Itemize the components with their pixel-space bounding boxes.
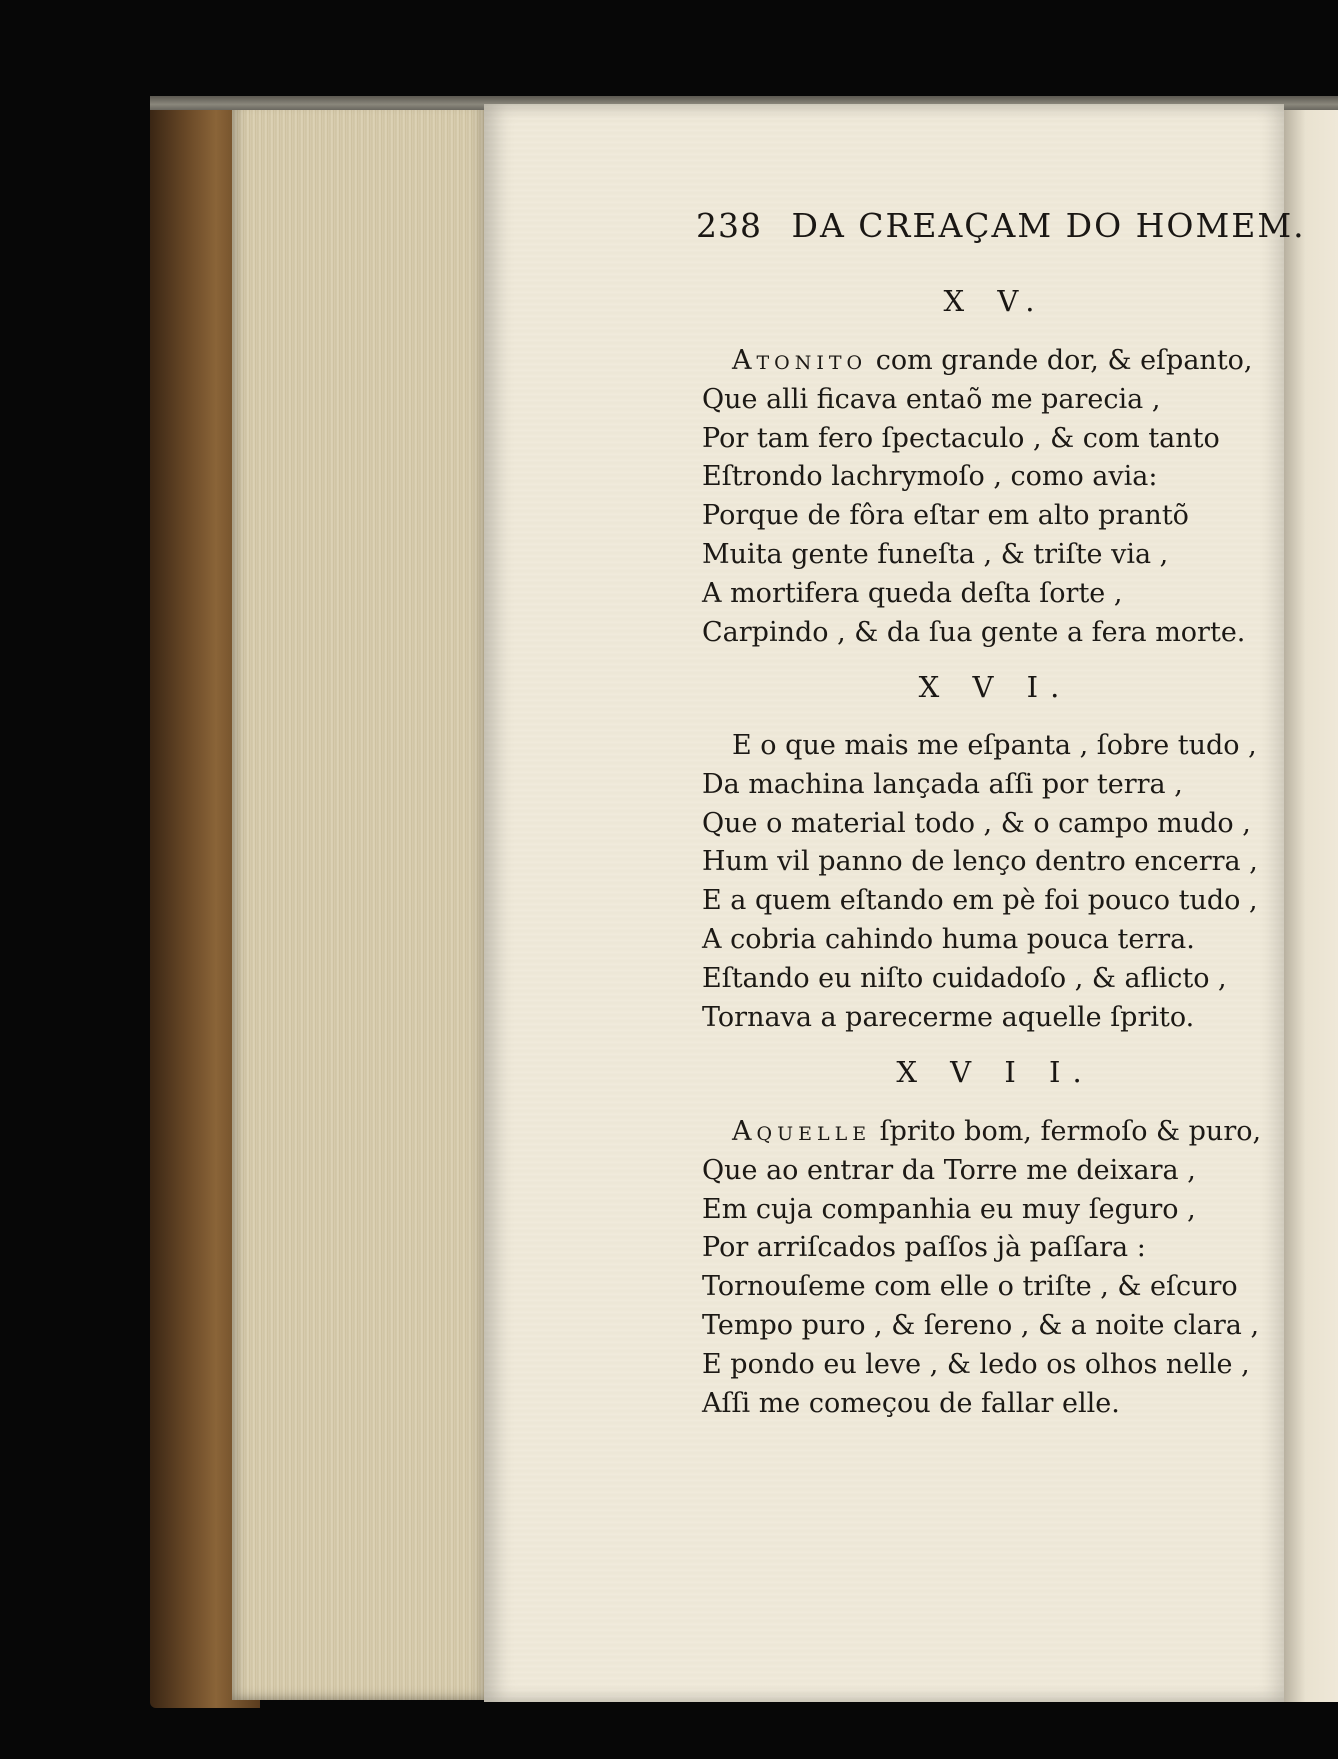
- verse-line: Que alli ficava entaõ me parecia ,: [702, 383, 1161, 415]
- stanza: [702, 727, 1262, 1037]
- stanza: [702, 342, 1262, 652]
- verse-line: Hum vil panno de lenço dentro encerra ,: [702, 846, 1258, 878]
- stanza-numeral: X V I I.: [896, 1055, 1094, 1089]
- verse-line: Que o material todo , & o campo mudo ,: [702, 807, 1251, 839]
- verse-line: Por arriſcados paſſos jà paſſara :: [702, 1232, 1146, 1264]
- stanza-numeral: X V.: [943, 284, 1047, 318]
- page-block-edges: [232, 100, 490, 1700]
- verse-line: Muita gente funeſta , & triſte via ,: [702, 538, 1169, 570]
- first-word: Aquelle: [732, 1116, 872, 1147]
- verse-line: Atonito com grande dor, & eſpanto,: [732, 345, 1253, 376]
- right-page-sliver: [1284, 110, 1338, 1702]
- verse-line: Eſtando eu niſto cuidadoſo , & aflicto ,: [702, 962, 1227, 994]
- verse-line: Porque de fôra eſtar em alto prantõ: [702, 500, 1189, 532]
- verse-line: E a quem eſtando em pè foi pouco tudo ,: [702, 885, 1258, 917]
- verse-line: Em cuja companhia eu muy ſeguro ,: [702, 1193, 1196, 1225]
- verse-line: Por tam fero ſpectaculo , & com tanto: [702, 422, 1220, 454]
- verse-line: A mortifera queda deſta ſorte ,: [702, 577, 1123, 609]
- verse-line: A cobria cahindo huma pouca terra.: [702, 923, 1195, 955]
- stanza: [702, 1113, 1262, 1423]
- page-number: 238: [696, 206, 762, 245]
- verse-line: Aſſi me começou de fallar elle.: [702, 1387, 1120, 1419]
- verse-line: Tornava a parecerme aquelle ſprito.: [702, 1001, 1195, 1033]
- verse-line: E pondo eu leve , & ledo os olhos nelle ,: [702, 1348, 1250, 1380]
- first-word: E o: [732, 730, 777, 761]
- first-word: Atonito: [732, 345, 868, 376]
- verse-line: Tornouſeme com elle o triſte , & eſcuro: [702, 1271, 1238, 1303]
- running-title: DA CREAÇAM DO HOMEM.: [791, 206, 1306, 245]
- verse-line: Carpindo , & da ſua gente a fera morte.: [702, 616, 1246, 648]
- verse-line: Eſtrondo lachrymoſo , como avia:: [702, 461, 1158, 493]
- verse-line: Que ao entrar da Torre me deixara ,: [702, 1154, 1196, 1186]
- stanza-numeral: X V I.: [918, 670, 1072, 704]
- verse-line: Da machina lançada aſſi por terra ,: [702, 768, 1183, 800]
- verse-line: Tempo puro , & ſereno , & a noite clara ,: [702, 1309, 1260, 1341]
- verse-line: E o que mais me eſpanta , ſobre tudo ,: [732, 730, 1257, 761]
- verse-line: Aquelle ſprito bom, fermoſo & puro,: [732, 1116, 1262, 1147]
- running-header: [696, 206, 1306, 250]
